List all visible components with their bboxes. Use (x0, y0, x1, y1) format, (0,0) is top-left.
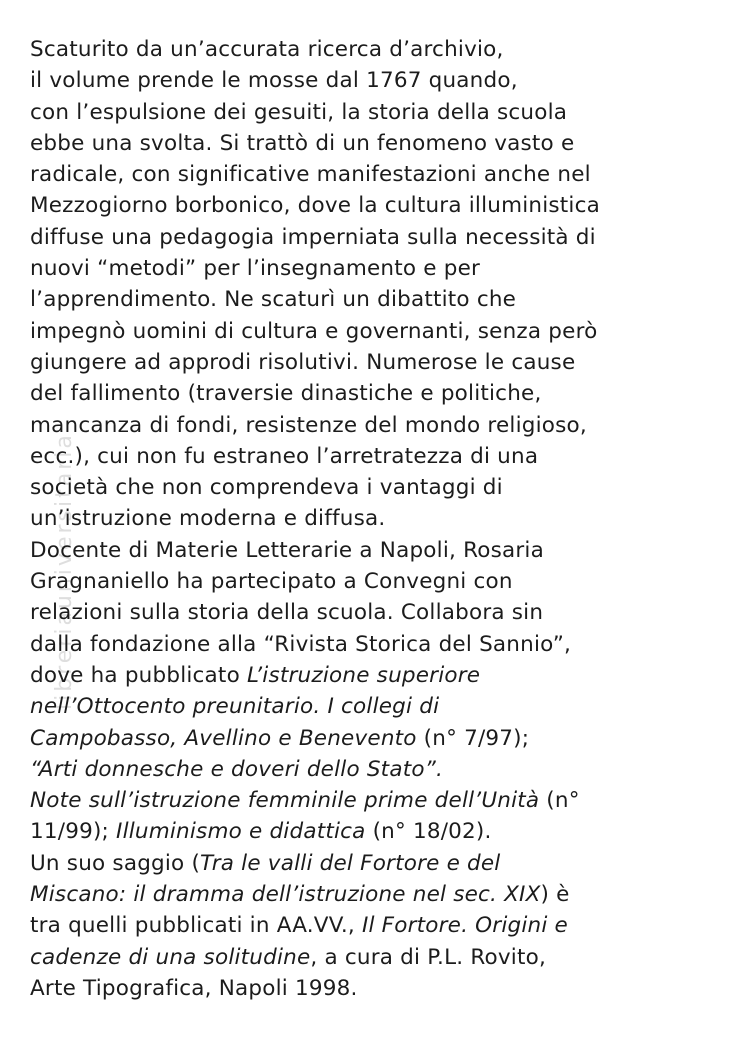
text-run: Un suo saggio ( (30, 850, 201, 876)
text-line: Docente di Materie Letterarie a Napoli, Rosaria (30, 537, 544, 563)
text-line (30, 910, 730, 941)
text-line (30, 942, 730, 973)
text-line: mancanza di fondi, resistenze del mondo religioso, (30, 412, 587, 438)
text-line: giungere ad approdi risolutivi. Numerose le cause (30, 349, 576, 375)
text-line: con l’espulsione dei gesuiti, la storia della scuola (30, 99, 568, 125)
text-line: “Arti donnesche e doveri dello Stato”. (30, 756, 444, 782)
text-line (30, 879, 730, 910)
text-line: Scaturito da un’accurata ricerca d’archivio, (30, 37, 504, 62)
italic-title-run: cadenze di una solitudine (30, 944, 311, 970)
text-line: Arte Tipografica, Napoli 1998. (30, 975, 358, 1001)
text-line: ecc.), cui non fu estraneo l’arretratezza di una (30, 443, 539, 469)
text-run: ) è (540, 882, 570, 908)
text-line: nuovi “metodi” per l’insegnamento e per (30, 256, 481, 282)
text-run: (n° 18/02). (365, 819, 492, 845)
text-run: (n° 7/97); (416, 725, 530, 751)
text-line: del fallimento (traversie dinastiche e politiche, (30, 381, 542, 407)
text-line: dalla fondazione alla “Rivista Storica del Sannio”, (30, 631, 572, 657)
italic-title-run: Tra le valli del Fortore e del (200, 850, 501, 876)
text-line (30, 848, 730, 879)
text-line (30, 785, 730, 816)
text-line: impegnò uomini di cultura e governanti, senza però (30, 318, 598, 344)
italic-title-run: Illuminismo e didattica (116, 819, 366, 845)
italic-title-run: Miscano: il dramma dell’istruzione nel sec. XIX (30, 882, 541, 908)
text-run: tra quelli pubblicati in AA.VV., (30, 913, 362, 939)
text-line: società che non comprendeva i vantaggi di (30, 475, 503, 501)
text-line: ebbe una svolta. Si trattò di un fenomeno vasto e (30, 130, 575, 156)
text-line: l’apprendimento. Ne scaturì un dibattito che (30, 287, 517, 313)
text-line (30, 660, 730, 691)
description-text (30, 34, 730, 1004)
watermark-text: libreriauniversitaria (52, 432, 77, 710)
text-line: Mezzogiorno borbonico, dove la cultura illuministica (30, 193, 600, 219)
text-line (30, 816, 730, 847)
text-line: relazioni sulla storia della scuola. Collabora sin (30, 600, 544, 626)
text-line: il volume prende le mosse dal 1767 quando, (30, 68, 518, 94)
text-line: Gragnaniello ha partecipato a Convegni con (30, 569, 513, 595)
text-run: (n° (539, 788, 580, 814)
italic-title-run: Il Fortore. Origini e (361, 913, 568, 939)
paragraph-book-summary (30, 34, 730, 535)
paragraph-author-bio (30, 535, 730, 1004)
text-line: un’istruzione moderna e diffusa. (30, 506, 386, 532)
italic-title-run: Campobasso, Avellino e Benevento (30, 725, 417, 751)
text-line: diffuse una pedagogia imperniata sulla necessità di (30, 224, 596, 250)
text-line (30, 723, 730, 754)
text-run: , a cura di P.L. Rovito, (310, 944, 546, 970)
text-line: radicale, con significative manifestazioni anche nel (30, 162, 591, 188)
italic-title-run: L’istruzione superiore (246, 662, 481, 688)
text-run: dove ha pubblicato (30, 662, 247, 688)
text-run: 11/99); (30, 819, 117, 845)
text-line: nell’Ottocento preunitario. I collegi di (30, 694, 440, 720)
italic-title-run: Note sull’istruzione femminile prime dell’Unità (30, 788, 540, 814)
